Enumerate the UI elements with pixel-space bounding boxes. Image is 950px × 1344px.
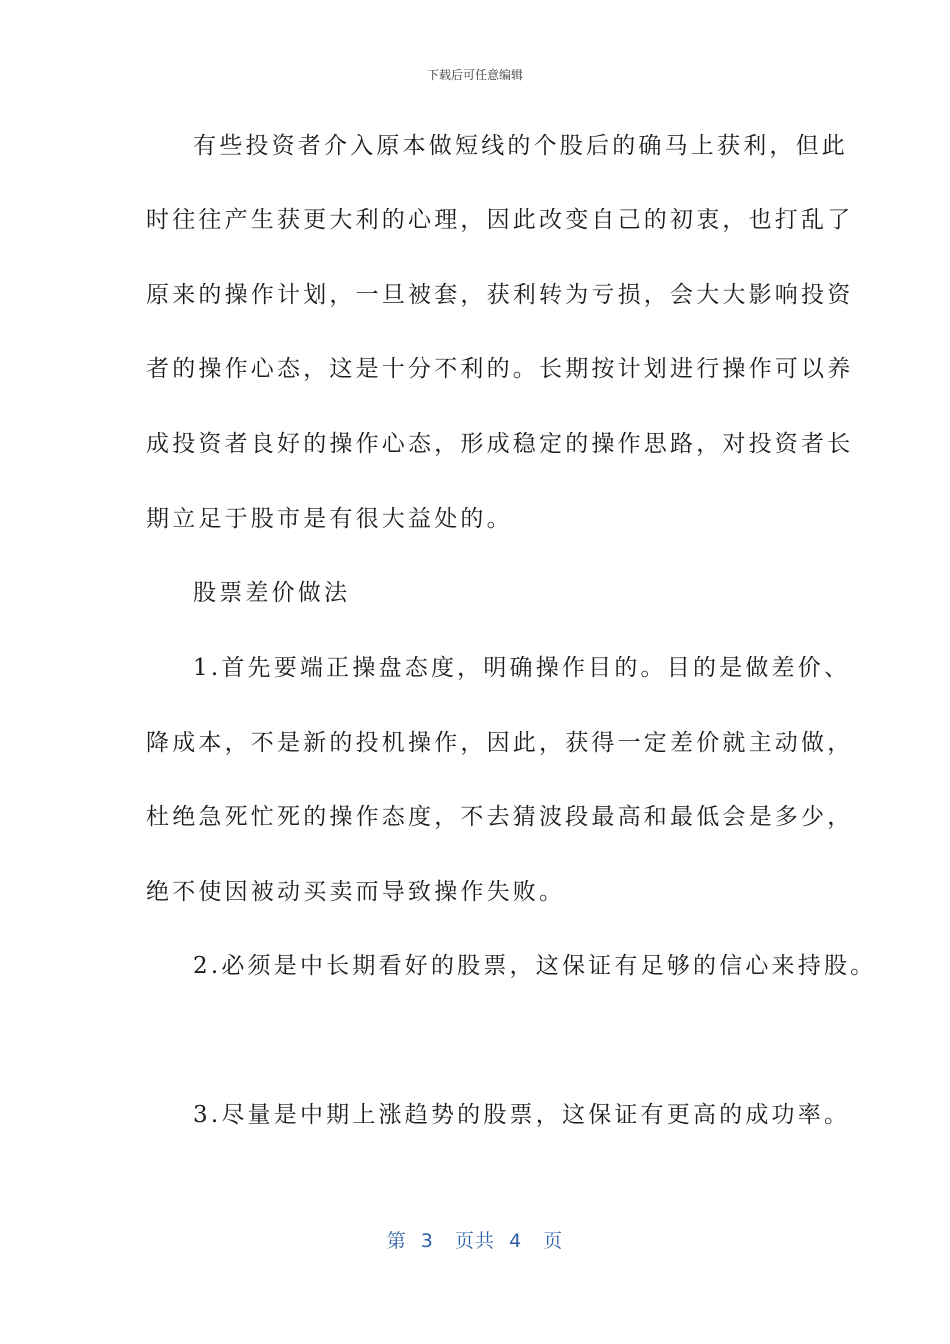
section-heading: 股票差价做法: [193, 580, 351, 606]
paragraph-line: 绝不使因被动买卖而导致操作失败。: [146, 879, 566, 905]
paragraph-line: 1.首先要端正操盘态度，明确操作目的。目的是做差价、: [193, 655, 851, 681]
paragraph-line: 降成本，不是新的投机操作，因此，获得一定差价就主动做，: [146, 730, 854, 756]
paragraph-line: 有些投资者介入原本做短线的个股后的确马上获利，但此: [193, 133, 848, 159]
paragraph-line: 成投资者良好的操作心态，形成稳定的操作思路，对投资者长: [146, 431, 854, 457]
paragraph-line: 原来的操作计划，一旦被套，获利转为亏损，会大大影响投资: [146, 282, 854, 308]
paragraph-line: 3.尽量是中期上涨趋势的股票，这保证有更高的成功率。: [193, 1102, 851, 1128]
page-header: 下载后可任意编辑: [426, 68, 523, 82]
paragraph-line: 杜绝急死忙死的操作态度，不去猜波段最高和最低会是多少，: [146, 804, 854, 830]
paragraph-line: 期立足于股市是有很大益处的。: [146, 506, 513, 532]
paragraph-line: 者的操作心态，这是十分不利的。长期按计划进行操作可以养: [146, 356, 854, 382]
page-number-footer: 第 3 页共 4 页: [386, 1230, 564, 1252]
paragraph-line: 2.必须是中长期看好的股票，这保证有足够的信心来持股。: [193, 953, 877, 979]
paragraph-line: 时往往产生获更大利的心理，因此改变自己的初衷，也打乱了: [146, 207, 854, 233]
